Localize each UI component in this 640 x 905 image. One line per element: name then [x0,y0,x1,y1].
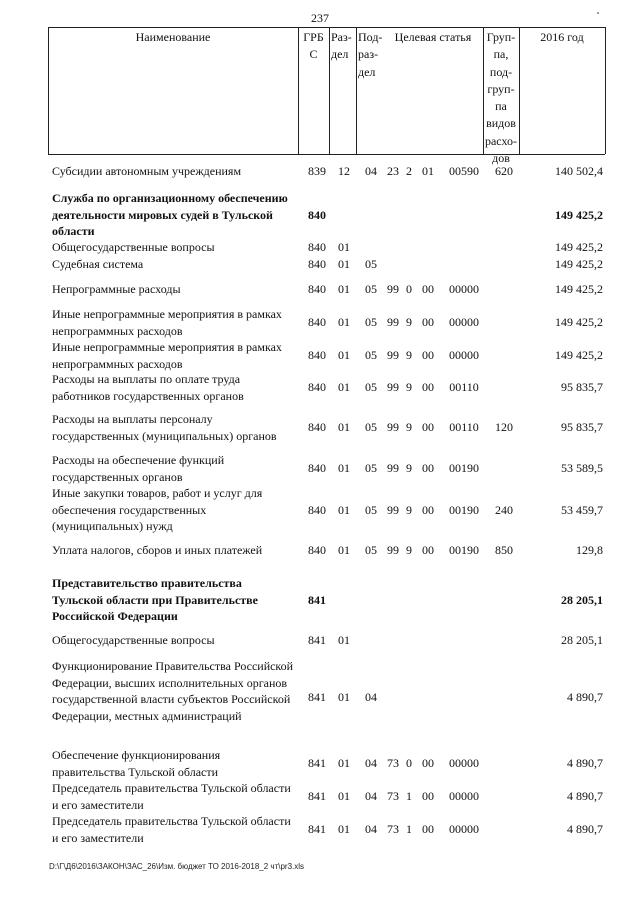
header-name: Наименование [135,30,211,44]
cell-cs-event: 00 [422,543,434,557]
cell-cs-direction: 00590 [449,164,479,178]
header-cel-statya: Целевая статья [394,30,472,44]
cell-cs-program: 73 [387,756,399,770]
cell-cs-subprogram: 2 [406,164,412,178]
cell-cs-direction: 00000 [449,822,479,836]
row-name: Непрограммные расходы [52,282,181,296]
cell-cs-program: 99 [387,348,399,362]
cell-cs-event: 00 [422,756,434,770]
cell-sum: 4 890,7 [567,822,603,836]
cell-grbs: 840 [308,461,326,475]
cell-podrazdel: 04 [365,164,377,178]
cell-razdel: 01 [338,240,350,254]
cell-cs-direction: 00110 [449,380,479,394]
row-name: Субсидии автономным учреждениям [52,164,242,178]
file-path-footer: D:\Г\Д6\2016\ЗАКОН\ЗАС_26\Изм. бюджет ТО 2016-2018_2 чт\pr3.xls [49,862,305,871]
cell-gruppa: 120 [495,420,513,434]
cell-podrazdel: 05 [365,461,377,475]
row-name: Функционирование Правительства Российской Федерации, высших исполнительных органов государственной власти субъектов Российской Федерации, местных администраций [52,659,294,723]
cell-grbs: 840 [308,420,326,434]
header-year: 2016 год [540,30,584,44]
cell-podrazdel: 05 [365,543,377,557]
cell-cs-subprogram: 9 [406,502,412,517]
cell-razdel: 01 [338,282,350,296]
cell-razdel: 01 [338,822,350,836]
cell-podrazdel: 05 [365,420,377,434]
row-name: Расходы на выплаты по оплате труда работников государственных органов [52,372,244,403]
cell-sum: 95 835,7 [561,420,603,434]
row-name: Общегосударственные вопросы [52,240,215,254]
cell-cs-subprogram: 9 [406,461,412,475]
cell-podrazdel: 05 [365,348,377,362]
cell-sum: 149 425,2 [555,315,603,329]
cell-grbs: 841 [308,633,326,647]
scan-speck [597,12,599,14]
cell-cs-event: 00 [422,380,434,394]
header-border-right [605,27,606,154]
cell-sum: 53 589,5 [561,461,603,475]
cell-grbs: 840 [308,207,326,222]
cell-cs-program: 99 [387,380,399,394]
cell-sum: 4 890,7 [567,756,603,770]
cell-razdel: 12 [338,164,350,178]
cell-cs-subprogram: 9 [406,315,412,329]
cell-razdel: 01 [338,315,350,329]
cell-cs-program: 99 [387,282,399,296]
header-top-border [48,27,605,28]
cell-gruppa: 240 [495,502,513,517]
cell-podrazdel: 05 [365,315,377,329]
cell-cs-program: 99 [387,315,399,329]
cell-sum: 28 205,1 [561,633,603,647]
row-name: Общегосударственные вопросы [52,633,215,647]
cell-sum: 149 425,2 [555,207,603,222]
cell-cs-program: 23 [387,164,399,178]
cell-podrazdel: 04 [365,756,377,770]
cell-sum: 4 890,7 [567,690,603,704]
cell-razdel: 01 [338,756,350,770]
row-name: Председатель правительства Тульской области и его заместители [52,814,291,845]
cell-grbs: 839 [308,164,326,178]
cell-cs-program: 99 [387,420,399,434]
header-bottom-border [48,154,605,155]
cell-sum: 129,8 [576,543,603,557]
cell-cs-direction: 00190 [449,461,479,475]
header-gruppa: Груп- па, под- груп- па видов расхо- дов [484,30,518,166]
cell-podrazdel: 05 [365,502,377,517]
cell-cs-subprogram: 1 [406,789,412,803]
cell-cs-event: 00 [422,461,434,475]
cell-grbs: 841 [308,592,326,607]
cell-grbs: 840 [308,543,326,557]
cell-razdel: 01 [338,789,350,803]
cell-razdel: 01 [338,461,350,475]
cell-sum: 28 205,1 [561,592,603,607]
cell-cs-subprogram: 9 [406,420,412,434]
cell-cs-subprogram: 9 [406,543,412,557]
cell-razdel: 01 [338,257,350,271]
cell-podrazdel: 05 [365,380,377,394]
cell-grbs: 841 [308,789,326,803]
cell-cs-direction: 00000 [449,315,479,329]
cell-grbs: 841 [308,690,326,704]
cell-cs-direction: 00000 [449,756,479,770]
cell-cs-program: 99 [387,502,399,517]
cell-razdel: 01 [338,690,350,704]
cell-sum: 149 425,2 [555,282,603,296]
cell-podrazdel: 04 [365,690,377,704]
row-name: Расходы на обеспечение функций государственных органов [52,453,225,484]
cell-podrazdel: 05 [365,257,377,271]
cell-sum: 53 459,7 [561,502,603,517]
cell-cs-event: 00 [422,282,434,296]
cell-cs-subprogram: 0 [406,756,412,770]
cell-sum: 149 425,2 [555,348,603,362]
cell-cs-event: 00 [422,348,434,362]
cell-podrazdel: 04 [365,822,377,836]
row-name: Иные закупки товаров, работ и услуг для обеспечения государственных (муниципальных) нужд [52,486,263,533]
row-name: Уплата налогов, сборов и иных платежей [52,543,263,557]
cell-grbs: 841 [308,756,326,770]
cell-sum: 4 890,7 [567,789,603,803]
cell-grbs: 840 [308,380,326,394]
cell-razdel: 01 [338,543,350,557]
cell-cs-program: 99 [387,543,399,557]
row-name: Иные непрограммные мероприятия в рамках непрограммных расходов [52,307,282,338]
cell-cs-direction: 00000 [449,282,479,296]
cell-cs-event: 00 [422,315,434,329]
cell-grbs: 840 [308,240,326,254]
cell-razdel: 01 [338,380,350,394]
cell-cs-event: 00 [422,789,434,803]
cell-podrazdel: 04 [365,789,377,803]
cell-gruppa: 620 [495,164,513,178]
cell-grbs: 840 [308,502,326,517]
cell-cs-event: 00 [422,420,434,434]
cell-sum: 95 835,7 [561,380,603,394]
cell-razdel: 01 [338,633,350,647]
cell-cs-direction: 00000 [449,789,479,803]
cell-grbs: 841 [308,822,326,836]
cell-cs-direction: 00190 [449,543,479,557]
cell-sum: 149 425,2 [555,257,603,271]
cell-cs-program: 73 [387,789,399,803]
cell-cs-direction: 00000 [449,348,479,362]
cell-sum: 149 425,2 [555,240,603,254]
cell-cs-direction: 00190 [449,502,479,517]
cell-razdel: 01 [338,420,350,434]
cell-cs-direction: 00110 [449,420,479,434]
cell-gruppa: 850 [495,543,513,557]
row-name: Иные непрограммные мероприятия в рамках непрограммных расходов [52,340,282,371]
cell-cs-event: 00 [422,822,434,836]
header-grbs: ГРБ С [303,30,324,62]
cell-cs-subprogram: 0 [406,282,412,296]
cell-cs-subprogram: 1 [406,822,412,836]
cell-cs-event: 01 [422,164,434,178]
header-podrazdel: Под- раз- дел [358,30,383,79]
row-name: Председатель правительства Тульской области и его заместители [52,781,291,812]
row-name: Обеспечение функционирования правительства Тульской области [52,748,221,779]
cell-cs-program: 99 [387,461,399,475]
cell-cs-event: 00 [422,502,434,517]
cell-razdel: 01 [338,502,350,517]
cell-cs-subprogram: 9 [406,380,412,394]
cell-cs-program: 73 [387,822,399,836]
cell-grbs: 840 [308,315,326,329]
header-razdel: Раз- дел [331,30,352,62]
row-name: Служба по организационному обеспечению деятельности мировых судей в Тульской области [52,191,288,238]
row-name: Судебная система [52,257,144,271]
cell-grbs: 840 [308,348,326,362]
row-name: Расходы на выплаты персоналу государственных (муниципальных) органов [52,412,277,443]
page-number: 237 [311,11,329,25]
cell-cs-subprogram: 9 [406,348,412,362]
cell-podrazdel: 05 [365,282,377,296]
cell-sum: 140 502,4 [555,164,603,178]
cell-razdel: 01 [338,348,350,362]
row-name: Представительство правительства Тульской области при Правительстве Российской Федерации [52,576,258,623]
cell-grbs: 840 [308,282,326,296]
cell-grbs: 840 [308,257,326,271]
